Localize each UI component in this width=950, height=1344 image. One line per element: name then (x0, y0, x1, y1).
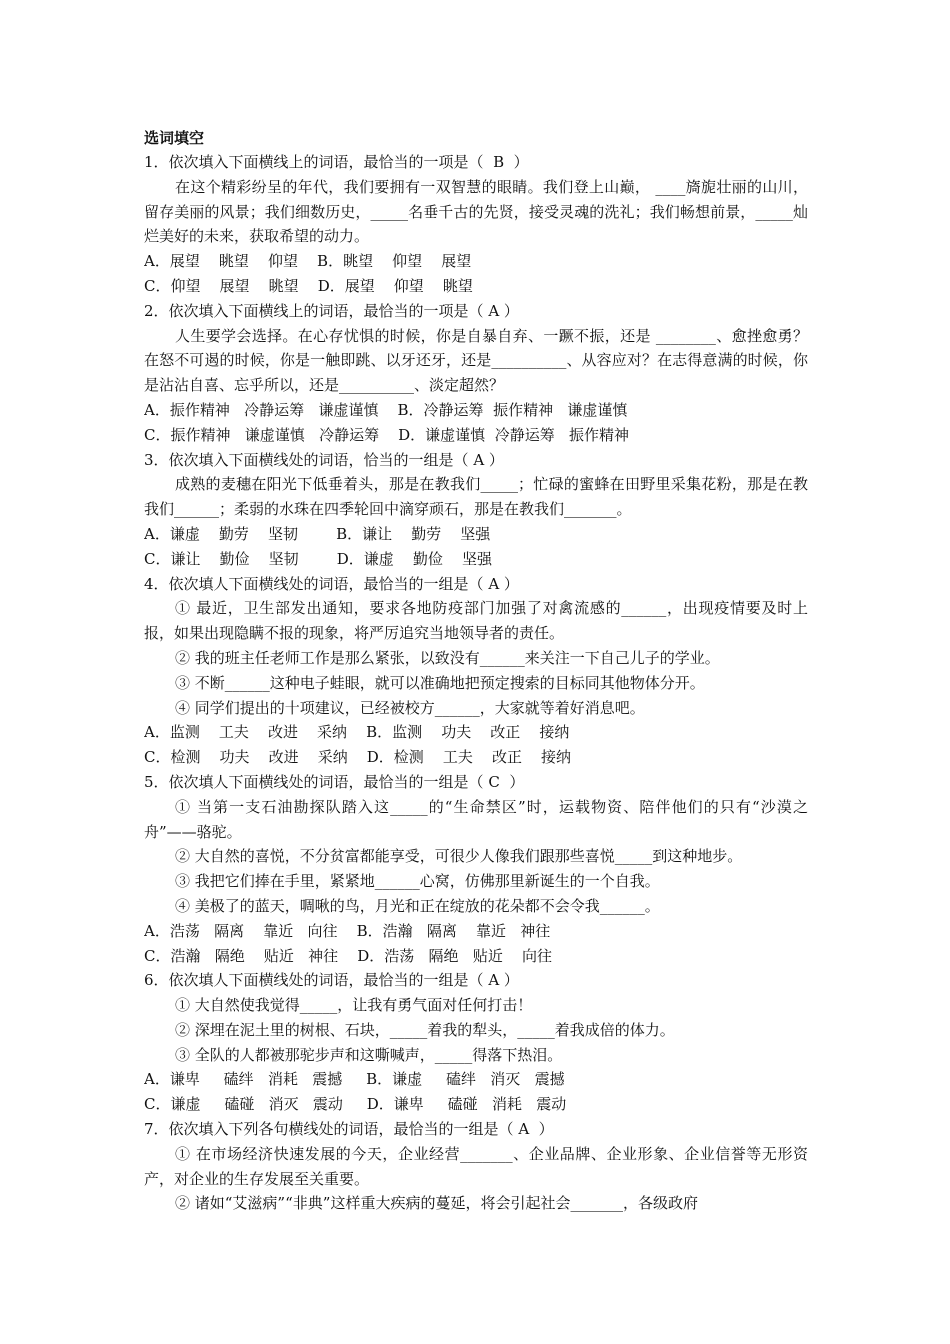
answer-options: C．谦虚 磕碰 消灭 震动 D．谦卑 磕碰 消耗 震动 (144, 1095, 567, 1114)
question-passage: 人生要学会选择。在心存忧惧的时候，你是自暴自弃、一蹶不振，还是 ________、愈挫愈勇？在怒不可遏的时候，你是一触即跳、以牙还牙，还是__________、从容应对？在志得意满的时候，你是沾沾自喜、忘乎所以，还是__________、淡定超然？ (144, 326, 808, 395)
question-passage: 在这个精彩纷呈的年代，我们要拥有一双智慧的眼睛。我们登上山巅， ____旖旎壮丽的山川，留存美丽的风景；我们细数历史，_____名垂千古的先贤，接受灵魂的洗礼；我们畅想前景，_____灿烂美好的未来，获取希望的动力。 (144, 177, 808, 246)
answer-options: A．监测 工夫 改进 采纳 B．监测 功夫 改正 接纳 (144, 723, 570, 742)
question-stem: 3．依次填入下面横线处的词语，恰当的一组是（ A ） (144, 450, 504, 469)
document-title: 选词填空 (144, 129, 205, 147)
question-passage: ④ 同学们提出的十项建议，已经被校方______，大家就等着好消息吧。 (175, 698, 645, 717)
answer-options: A．谦虚 勤劳 坚韧 B．谦让 勤劳 坚强 (144, 524, 491, 543)
answer-options: A．振作精神 冷静运筹 谦虚谨慎 B．冷静运筹 振作精神 谦虚谨慎 (144, 400, 628, 419)
question-stem: 1．依次填入下面横线上的词语，最恰当的一项是（ B ） (144, 153, 529, 171)
question-passage: ③ 不断______这种电子蛙眼，就可以准确地把预定搜索的目标同其他物体分开。 (175, 673, 705, 692)
question-stem: 4．依次填人下面横线处的词语，最恰当的一组是（ A ） (144, 574, 519, 593)
question-passage: 成熟的麦穗在阳光下低垂着头，那是在教我们_____；忙碌的蜜蜂在田野里采集花粉，那是在教我们______；柔弱的水珠在四季轮回中滴穿顽石，那是在教我们_______。 (144, 475, 808, 519)
question-list (144, 150, 808, 1216)
answer-options: C．检测 功夫 改进 采纳 D．检测 工夫 改正 接纳 (144, 748, 572, 767)
question-passage: ④ 美极了的蓝天，啁啾的鸟，月光和正在绽放的花朵都不会令我______。 (175, 896, 660, 915)
question-stem: 2．依次填入下面横线上的词语，最恰当的一项是（ A ） (144, 301, 519, 320)
answer-options: A．浩荡 隔离 靠近 向往 B．浩瀚 隔离 靠近 神往 (144, 921, 551, 940)
question-stem: 7．依次填入下列各句横线处的词语，最恰当的一组是（ A ） (144, 1120, 554, 1139)
document-page (144, 126, 808, 1216)
question-passage: ② 深埋在泥土里的树根、石块，_____着我的犁头，_____着我成倍的体力。 (175, 1020, 675, 1039)
question-passage: ③ 全队的人都被那驼步声和这嘶喊声，_____得落下热泪。 (175, 1045, 563, 1064)
question-stem: 5．依次填人下面横线处的词语，最恰当的一组是（ C ） (144, 772, 525, 791)
answer-options: A．展望 眺望 仰望 B．眺望 仰望 展望 (144, 252, 472, 271)
question-passage: ① 当第一支石油勘探队踏入这_____的“生命禁区”时，运载物资、陪伴他们的只有“沙漠之舟”——骆驼。 (144, 797, 808, 841)
question-passage: ② 大自然的喜悦，不分贫富都能享受，可很少人像我们跟那些喜悦_____到这种地步。 (175, 847, 743, 866)
question-stem: 6．依次填人下面横线处的词语，最恰当的一组是（ A ） (144, 971, 519, 990)
answer-options: C．振作精神 谦虚谨慎 冷静运筹 D．谦虚谨慎 冷静运筹 振作精神 (144, 425, 630, 444)
question-passage: ② 我的班主任老师工作是那么紧张，以致没有______来关注一下自己儿子的学业。 (175, 648, 720, 667)
answer-options: C．谦让 勤俭 坚韧 D．谦虚 勤俭 坚强 (144, 549, 492, 568)
question-passage: ② 诸如“艾滋病”“非典”这样重大疾病的蔓延，将会引起社会_______，各级政府 (175, 1194, 698, 1213)
answer-options: C．仰望 展望 眺望 D．展望 仰望 眺望 (144, 276, 473, 295)
question-passage: ① 大自然使我觉得_____，让我有勇气面对任何打击！ (175, 996, 533, 1015)
answer-options: C．浩瀚 隔绝 贴近 神往 D．浩荡 隔绝 贴近 向往 (144, 946, 552, 965)
question-passage: ① 在市场经济快速发展的今天，企业经营_______、企业品牌、企业形象、企业信誉等无形资产，对企业的生存发展至关重要。 (144, 1144, 808, 1188)
answer-options: A．谦卑 磕绊 消耗 震撼 B．谦虚 磕绊 消灭 震撼 (144, 1070, 565, 1089)
question-passage: ③ 我把它们捧在手里，紧紧地______心窝，仿佛那里新诞生的一个自我。 (175, 872, 660, 891)
question-passage: ① 最近，卫生部发出通知，要求各地防疫部门加强了对禽流感的______，出现疫情要及时上报，如果出现隐瞒不报的现象，将严厉追究当地领导者的责任。 (144, 599, 808, 643)
